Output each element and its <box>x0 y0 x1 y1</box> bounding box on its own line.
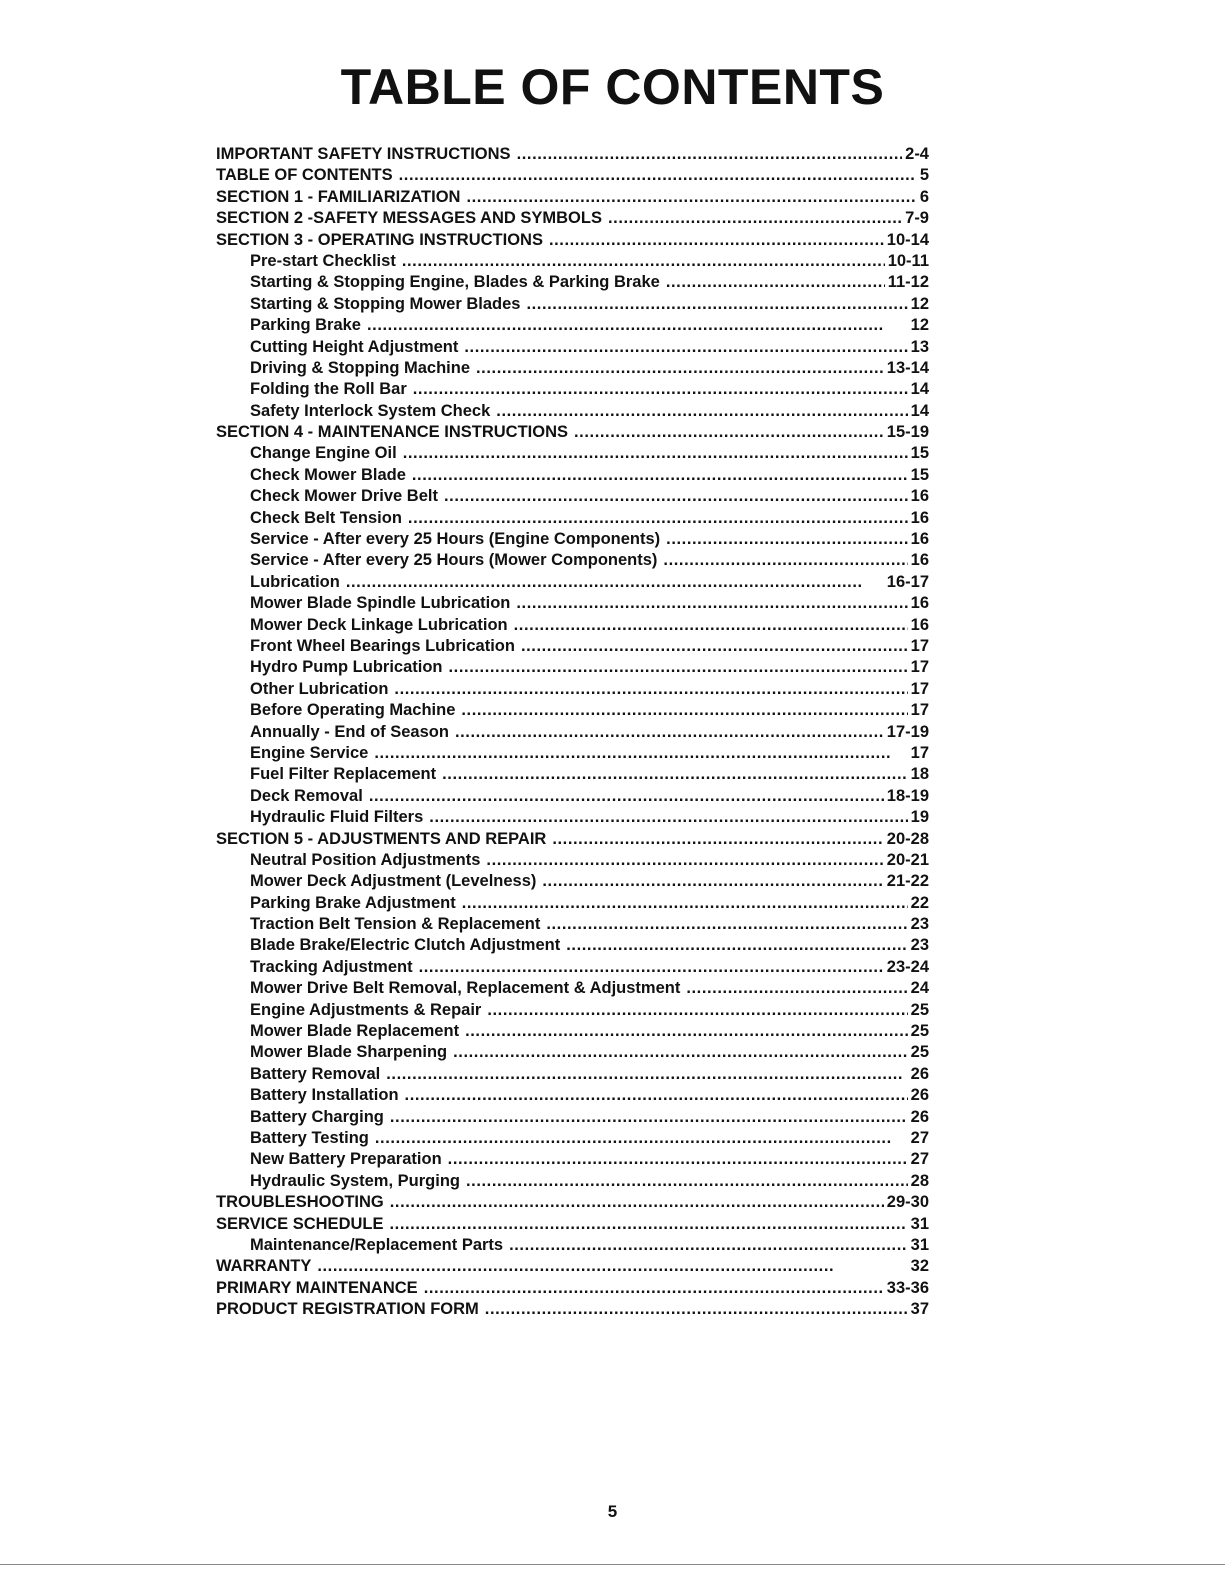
toc-entry-page: 22 <box>910 893 929 912</box>
toc-entry-title: WARRANTY <box>216 1257 312 1276</box>
toc-entry-title: IMPORTANT SAFETY INSTRUCTIONS <box>216 145 511 163</box>
dot-leader <box>390 1107 908 1128</box>
dot-leader <box>386 1064 907 1085</box>
toc-subentry[interactable] <box>216 251 929 272</box>
toc-entry-page: 32 <box>910 1257 929 1276</box>
dot-leader <box>486 850 883 871</box>
toc-entry-page: 25 <box>910 1043 929 1062</box>
toc-entry-page: 20-21 <box>886 850 929 869</box>
toc-subentry[interactable] <box>216 1128 929 1149</box>
toc-entry-title: Engine Service <box>250 743 369 762</box>
toc-subentry[interactable] <box>216 1171 929 1192</box>
toc-entry-title: Service - After every 25 Hours (Engine Components) <box>250 530 661 549</box>
dot-leader <box>455 722 884 743</box>
dot-leader <box>429 807 907 828</box>
dot-leader <box>399 165 917 186</box>
toc-entry-title: Safety Interlock System Check <box>250 401 491 420</box>
dot-leader <box>552 829 883 850</box>
toc-entry-title: PRODUCT REGISTRATION FORM <box>216 1300 479 1319</box>
dot-leader <box>367 315 908 336</box>
toc-entry-title: Traction Belt Tension & Replacement <box>250 915 541 934</box>
toc-entry-title: Service - After every 25 Hours (Mower Components) <box>250 551 658 570</box>
toc-entry-title: Parking Brake <box>250 316 361 335</box>
page-number: 5 <box>607 1502 618 1521</box>
toc-entry-page: 15 <box>910 465 929 484</box>
toc-entry-page: 18 <box>910 765 929 784</box>
dot-leader <box>462 893 908 914</box>
toc-entry-title: Check Belt Tension <box>250 508 402 527</box>
toc-entry-page: 23-24 <box>886 957 929 976</box>
dot-leader <box>448 1149 908 1170</box>
toc-entry-page: 16 <box>910 530 929 549</box>
toc-entry-page: 21-22 <box>886 872 929 891</box>
dot-leader <box>546 914 907 935</box>
dot-leader <box>461 700 907 721</box>
toc-entry-page: 10-14 <box>886 230 929 249</box>
dot-leader <box>375 1128 908 1149</box>
toc-section-entry[interactable] <box>216 1214 929 1235</box>
dot-leader <box>521 636 908 657</box>
toc-entry-page: 15-19 <box>886 423 929 442</box>
dot-leader <box>369 786 884 807</box>
toc-entry-page: 17 <box>910 679 929 698</box>
toc-entry-title: SECTION 1 - FAMILIARIZATION <box>216 187 461 206</box>
toc-entry-page: 12 <box>910 294 929 313</box>
dot-leader <box>517 144 903 165</box>
toc-subentry[interactable] <box>216 337 929 358</box>
toc-entry-page: 19 <box>910 808 929 827</box>
toc-section-entry[interactable] <box>216 1256 929 1277</box>
toc-subentry[interactable] <box>216 764 929 785</box>
toc-subentry[interactable] <box>216 572 929 593</box>
toc-subentry[interactable] <box>216 1107 929 1128</box>
toc-entry-page: 23 <box>910 936 929 955</box>
toc-entry-title: Front Wheel Bearings Lubrication <box>250 636 515 655</box>
toc-entry-page: 25 <box>910 1000 929 1019</box>
toc-subentry[interactable] <box>216 679 929 700</box>
toc-entry-title: Engine Adjustments & Repair <box>250 1000 482 1019</box>
dot-leader <box>346 572 884 593</box>
dot-leader <box>526 294 907 315</box>
dot-leader <box>549 230 884 251</box>
dot-leader <box>574 422 884 443</box>
bottom-divider <box>0 1564 1225 1565</box>
dot-leader <box>317 1256 907 1277</box>
toc-entry-title: Lubrication <box>250 572 340 591</box>
toc-subentry[interactable] <box>216 615 929 636</box>
toc-entry-page: 33-36 <box>886 1278 929 1297</box>
toc-entry-page: 14 <box>910 401 929 420</box>
toc-entry-title: SECTION 2 -SAFETY MESSAGES AND SYMBOLS <box>216 209 602 228</box>
dot-leader <box>516 593 907 614</box>
toc-subentry[interactable] <box>216 1149 929 1170</box>
toc-entry-title: New Battery Preparation <box>250 1150 442 1169</box>
dot-leader <box>394 679 907 700</box>
toc-entry-page: 16 <box>910 551 929 570</box>
toc-entry-page: 31 <box>910 1214 929 1233</box>
toc-entry-title: Blade Brake/Electric Clutch Adjustment <box>250 936 561 955</box>
toc-subentry[interactable] <box>216 786 929 807</box>
table-of-contents-list <box>216 144 929 1320</box>
toc-subentry[interactable] <box>216 722 929 743</box>
toc-entry-title: Other Lubrication <box>250 679 389 698</box>
toc-entry-title: Battery Charging <box>250 1107 384 1126</box>
toc-entry-title: Mower Deck Linkage Lubrication <box>250 615 508 634</box>
toc-entry-title: Starting & Stopping Mower Blades <box>250 294 521 313</box>
toc-entry-title: PRIMARY MAINTENANCE <box>216 1278 418 1297</box>
toc-entry-page: 2-4 <box>905 145 929 163</box>
toc-entry-page: 17 <box>910 636 929 655</box>
toc-subentry[interactable] <box>216 657 929 678</box>
toc-entry-title: Parking Brake Adjustment <box>250 893 456 912</box>
toc-section-entry[interactable] <box>216 144 929 165</box>
dot-leader <box>413 379 908 400</box>
toc-section-entry[interactable] <box>216 1278 929 1299</box>
toc-subentry[interactable] <box>216 486 929 507</box>
dot-leader <box>412 465 908 486</box>
toc-entry-title: Battery Removal <box>250 1064 381 1083</box>
toc-section-entry[interactable] <box>216 422 929 443</box>
toc-section-entry[interactable] <box>216 165 929 186</box>
dot-leader <box>464 337 907 358</box>
dot-leader <box>496 401 907 422</box>
toc-entry-page: 12 <box>910 316 929 335</box>
toc-entry-title: Pre-start Checklist <box>250 251 396 270</box>
dot-leader <box>389 1214 907 1235</box>
dot-leader <box>453 1042 908 1063</box>
dot-leader <box>514 615 908 636</box>
dot-leader <box>402 251 885 272</box>
toc-entry-title: Change Engine Oil <box>250 444 397 463</box>
toc-entry-title: SECTION 4 - MAINTENANCE INSTRUCTIONS <box>216 423 569 442</box>
toc-entry-title: SECTION 3 - OPERATING INSTRUCTIONS <box>216 230 543 249</box>
toc-section-entry[interactable] <box>216 1192 929 1213</box>
toc-subentry[interactable] <box>216 1235 929 1256</box>
toc-entry-page: 5 <box>919 166 929 185</box>
toc-section-entry[interactable] <box>216 230 929 251</box>
toc-subentry[interactable] <box>216 443 929 464</box>
toc-entry-page: 26 <box>910 1064 929 1083</box>
toc-entry-title: TABLE OF CONTENTS <box>216 166 393 185</box>
toc-entry-page: 17-19 <box>886 722 929 741</box>
toc-entry-title: SECTION 5 - ADJUSTMENTS AND REPAIR <box>216 829 547 848</box>
toc-entry-title: Mower Blade Sharpening <box>250 1043 448 1062</box>
toc-subentry[interactable] <box>216 978 929 999</box>
toc-subentry[interactable] <box>216 807 929 828</box>
toc-entry-page: 16 <box>910 615 929 634</box>
toc-entry-page: 16 <box>910 594 929 613</box>
toc-entry-page: 25 <box>910 1022 929 1041</box>
toc-entry-page: 16 <box>910 508 929 527</box>
dot-leader <box>424 1278 884 1299</box>
toc-entry-page: 6 <box>919 187 929 206</box>
toc-entry-title: Check Mower Blade <box>250 465 406 484</box>
dot-leader <box>405 1085 908 1106</box>
dot-leader <box>476 358 884 379</box>
toc-entry-page: 11-12 <box>887 273 929 292</box>
dot-leader <box>686 978 907 999</box>
toc-subentry[interactable] <box>216 914 929 935</box>
toc-subentry[interactable] <box>216 1064 929 1085</box>
toc-entry-page: 26 <box>910 1107 929 1126</box>
toc-entry-page: 14 <box>910 380 929 399</box>
toc-subentry[interactable] <box>216 401 929 422</box>
toc-section-entry[interactable] <box>216 829 929 850</box>
toc-entry-title: Before Operating Machine <box>250 701 456 720</box>
toc-entry-page: 28 <box>910 1171 929 1190</box>
toc-subentry[interactable] <box>216 294 929 315</box>
toc-entry-title: Cutting Height Adjustment <box>250 337 459 356</box>
dot-leader <box>390 1192 884 1213</box>
toc-entry-page: 10-11 <box>887 251 929 270</box>
dot-leader <box>419 957 884 978</box>
toc-subentry[interactable] <box>216 893 929 914</box>
toc-subentry[interactable] <box>216 272 929 293</box>
toc-subentry[interactable] <box>216 1021 929 1042</box>
toc-subentry[interactable] <box>216 593 929 614</box>
toc-entry-page: 13-14 <box>886 358 929 377</box>
toc-subentry[interactable] <box>216 935 929 956</box>
toc-entry-title: Mower Blade Replacement <box>250 1022 460 1041</box>
toc-entry-title: Battery Installation <box>250 1086 399 1105</box>
toc-entry-page: 7-9 <box>905 209 929 228</box>
dot-leader <box>374 743 907 764</box>
toc-entry-title: Hydro Pump Lubrication <box>250 658 443 677</box>
toc-entry-page: 24 <box>910 979 929 998</box>
toc-entry-page: 26 <box>910 1086 929 1105</box>
toc-entry-page: 17 <box>910 658 929 677</box>
toc-section-entry[interactable] <box>216 187 929 208</box>
toc-entry-title: Starting & Stopping Engine, Blades & Parking Brake <box>250 273 660 292</box>
toc-entry-page: 16 <box>910 487 929 506</box>
dot-leader <box>466 187 916 208</box>
toc-entry-title: Mower Blade Spindle Lubrication <box>250 594 511 613</box>
toc-entry-title: Neutral Position Adjustments <box>250 850 481 869</box>
dot-leader <box>465 1021 908 1042</box>
toc-entry-title: Hydraulic System, Purging <box>250 1171 460 1190</box>
toc-entry-page: 17 <box>910 701 929 720</box>
dot-leader <box>666 529 907 550</box>
dot-leader <box>444 486 908 507</box>
toc-entry-page: 23 <box>910 915 929 934</box>
toc-subentry[interactable] <box>216 1085 929 1106</box>
toc-subentry[interactable] <box>216 636 929 657</box>
toc-subentry[interactable] <box>216 700 929 721</box>
dot-leader <box>663 550 907 571</box>
toc-subentry[interactable] <box>216 315 929 336</box>
toc-entry-title: Battery Testing <box>250 1128 369 1147</box>
dot-leader <box>666 272 885 293</box>
toc-subentry[interactable] <box>216 379 929 400</box>
toc-subentry[interactable] <box>216 529 929 550</box>
dot-leader <box>466 1171 908 1192</box>
toc-entry-title: Mower Drive Belt Removal, Replacement & Adjustment <box>250 979 681 998</box>
toc-entry-page: 27 <box>910 1128 929 1147</box>
toc-entry-title: Deck Removal <box>250 786 363 805</box>
toc-entry-page: 17 <box>910 743 929 762</box>
toc-entry-title: Driving & Stopping Machine <box>250 358 471 377</box>
toc-section-entry[interactable] <box>216 1299 929 1320</box>
dot-leader <box>566 935 907 956</box>
toc-entry-title: Hydraulic Fluid Filters <box>250 808 424 827</box>
dot-leader <box>403 443 908 464</box>
toc-subentry[interactable] <box>216 850 929 871</box>
toc-entry-page: 16-17 <box>886 572 929 591</box>
toc-entry-title: Maintenance/Replacement Parts <box>250 1235 504 1254</box>
toc-subentry[interactable] <box>216 871 929 892</box>
toc-entry-title: Folding the Roll Bar <box>250 380 407 399</box>
dot-leader <box>608 208 902 229</box>
dot-leader <box>485 1299 908 1320</box>
toc-entry-title: Tracking Adjustment <box>250 957 413 976</box>
toc-entry-page: 27 <box>910 1150 929 1169</box>
dot-leader <box>442 764 908 785</box>
toc-entry-title: Check Mower Drive Belt <box>250 487 438 506</box>
toc-section-entry[interactable] <box>216 208 929 229</box>
toc-subentry[interactable] <box>216 550 929 571</box>
toc-subentry[interactable] <box>216 1000 929 1021</box>
toc-subentry[interactable] <box>216 508 929 529</box>
toc-entry-page: 20-28 <box>886 829 929 848</box>
dot-leader <box>408 508 908 529</box>
dot-leader <box>509 1235 908 1256</box>
toc-entry-title: Fuel Filter Replacement <box>250 765 437 784</box>
dot-leader <box>449 657 908 678</box>
toc-entry-title: SERVICE SCHEDULE <box>216 1214 384 1233</box>
toc-entry-page: 18-19 <box>886 786 929 805</box>
toc-subentry[interactable] <box>216 1042 929 1063</box>
dot-leader <box>487 1000 907 1021</box>
toc-entry-page: 29-30 <box>886 1193 929 1212</box>
toc-entry-page: 15 <box>910 444 929 463</box>
toc-entry-page: 31 <box>910 1235 929 1254</box>
toc-entry-page: 37 <box>910 1300 929 1319</box>
toc-entry-page: 13 <box>910 337 929 356</box>
dot-leader <box>542 871 883 892</box>
toc-entry-title: Mower Deck Adjustment (Levelness) <box>250 872 537 891</box>
toc-subentry[interactable] <box>216 465 929 486</box>
toc-subentry[interactable] <box>216 957 929 978</box>
toc-subentry[interactable] <box>216 358 929 379</box>
toc-subentry[interactable] <box>216 743 929 764</box>
page-title: TABLE OF CONTENTS <box>340 59 885 115</box>
toc-entry-title: TROUBLESHOOTING <box>216 1193 384 1212</box>
toc-entry-title: Annually - End of Season <box>250 722 449 741</box>
